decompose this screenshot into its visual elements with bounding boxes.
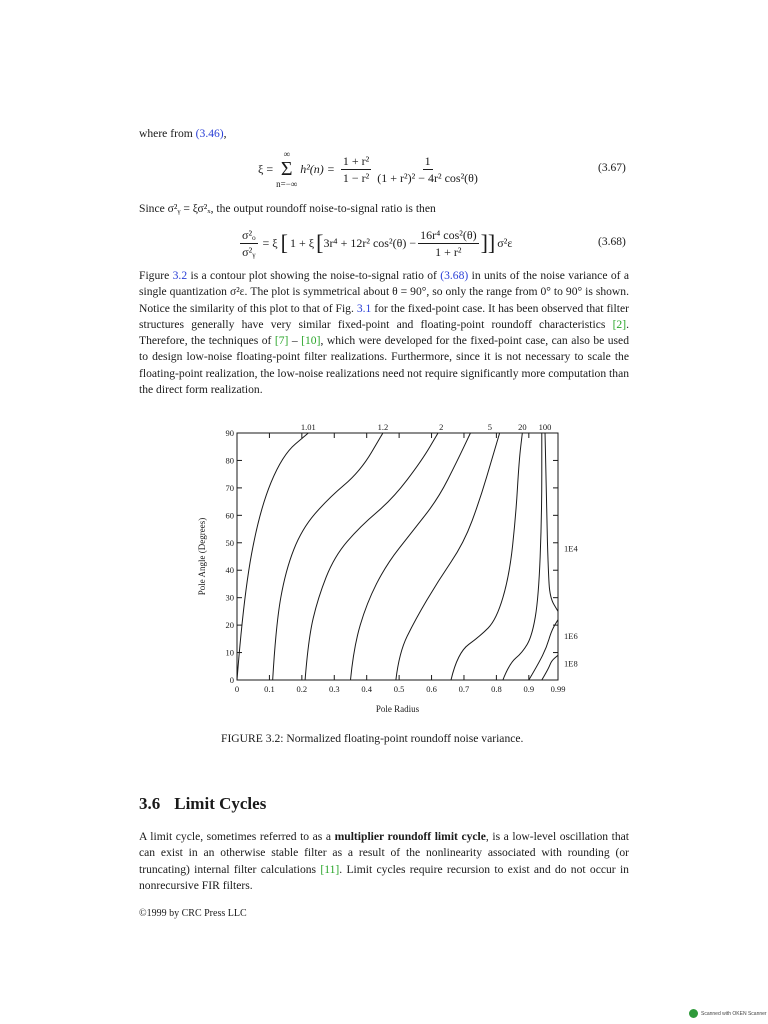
contour-line (451, 433, 522, 680)
citation-link[interactable]: [7] (274, 334, 289, 348)
equation-3-67: ξ = ∞ Σ n=−∞ h²(n) = $\frac{\text{1 + r²}}{\text{1 − r²}}$ $\frac{1}{\text{(1 + r²)² − 4r² cos²(θ)}}$ (258, 149, 478, 189)
plot-frame (237, 433, 558, 680)
x-tick-label: 0.8 (491, 684, 502, 694)
contour-line (542, 655, 558, 680)
figure-caption: FIGURE 3.2: Normalized floating-point roundoff noise variance. (221, 732, 524, 745)
eq-ref-link[interactable]: (3.68) (440, 269, 469, 282)
contour-line (237, 433, 308, 680)
y-tick-label: 10 (225, 647, 234, 658)
eq-ref-link[interactable]: (3.46) (195, 127, 224, 140)
contour-line (503, 433, 542, 680)
x-tick-label: 0.99 (550, 684, 566, 694)
fraction: $\frac{\text{16r⁴ cos²(θ)}}{\text{1 + r²}}$ (420, 227, 477, 259)
citation-link[interactable]: [10] (301, 334, 321, 348)
body-paragraph: Figure 3.2 is a contour plot showing the noise-to-signal ratio of (3.68) in units of the noise variance of a single quantization σ²ε. The plot is symmetrical about θ = 90°, so only the range from 0° to 90° is shown. Notice the similarity of this plot to that of Fig. 3.1 for the fixed-point case. It has been observed that filter structures generally have very similar fixed-point and floating-point roundoff characteristics [2]. Therefore, the techniques of [7] – [10], which were developed for the fixed-point case, can also be used to design low-noise floating-point filter realizations. Furthermore, since it is not necessary to scale the floating-point realization, the low-noise realizations need not require significantly more computation than the direct form realization. (139, 269, 630, 397)
y-tick-label: 20 (225, 620, 234, 631)
figure-ref-link[interactable]: 3.1 (356, 301, 372, 315)
contour-label: 5 (487, 422, 493, 432)
since-line: Since σ²ᵧ = ξσ²ₓ, the output roundoff noise-to-signal ratio is then (139, 202, 436, 215)
x-tick-label: 0.1 (264, 684, 275, 694)
contour-line (273, 433, 383, 680)
x-tick-label: 0 (234, 684, 240, 694)
x-tick-label: 0.7 (458, 684, 470, 694)
contour-label: 1.01 (300, 422, 316, 432)
fraction: $\frac{\text{σ²ₒ}}{\text{σ²ᵧ}}$ (242, 227, 256, 259)
y-tick-label: 80 (225, 455, 234, 466)
citation-link[interactable]: [2] (612, 317, 627, 331)
equation-number: (3.67) (598, 162, 626, 174)
contour-label: 2 (439, 422, 444, 432)
contour-label: 1E8 (564, 658, 578, 669)
contour-line (545, 433, 558, 611)
intro-line: where from (3.46), (139, 127, 227, 140)
contour-plot (190, 418, 600, 718)
y-tick-label: 60 (225, 510, 234, 521)
y-tick-label: 40 (225, 565, 234, 576)
copyright-footer: ©1999 by CRC Press LLC (139, 908, 247, 919)
contour-label: 1E6 (564, 631, 578, 642)
contour-label: 100 (538, 422, 552, 432)
fraction: $\frac{1}{\text{(1 + r²)² − 4r² cos²(θ)}}$ (377, 153, 478, 185)
y-tick-label: 0 (229, 675, 234, 685)
citation-link[interactable]: [11] (320, 862, 340, 876)
contour-label: 20 (518, 422, 527, 432)
contour-label: 1.2 (377, 422, 389, 432)
scanner-badge: Scanned with OKEN Scanner (689, 1009, 767, 1018)
x-tick-label: 0.4 (361, 684, 373, 694)
scanner-logo-icon (689, 1009, 698, 1018)
y-tick-label: 90 (225, 428, 234, 438)
summation-operator: ∞ Σ n=−∞ (276, 149, 298, 189)
y-tick-label: 30 (225, 592, 234, 603)
y-axis-label: Pole Angle (Degrees) (197, 517, 207, 596)
section-heading: 3.6 Limit Cycles (139, 794, 267, 813)
y-tick-label: 70 (225, 482, 234, 493)
equation-3-68: $\frac{\text{σ²ₒ}}{\text{σ²ᵧ}}$ = ξ [ 1 + ξ [ 3r⁴ + 12r² cos²(θ) − $\frac{\text{16r⁴ cos²(θ)}}{\text{1 + r²}}$ ]] σ²ε (242, 227, 513, 259)
x-tick-label: 0.5 (393, 684, 405, 694)
y-tick-label: 50 (225, 537, 234, 548)
contour-line (396, 433, 500, 680)
figure-ref-link[interactable]: 3.2 (172, 269, 188, 282)
body-paragraph: A limit cycle, sometimes referred to as a multiplier roundoff limit cycle, is a low-level oscillation that can exist in an otherwise stable filter as a result of the nonlinearity associated with rounding (or truncating) internal filter calculations [11]. Limit cycles require recursion to exist and do not occur in nonrecursive FIR filters. (139, 830, 629, 892)
contour-label: 1E4 (564, 543, 578, 554)
x-axis-label: Pole Radius (375, 704, 420, 714)
x-tick-label: 0.3 (328, 684, 340, 694)
contour-line (350, 433, 470, 680)
fraction: $\frac{\text{1 + r²}}{\text{1 − r²}}$ (342, 153, 370, 185)
contour-line (305, 433, 438, 680)
x-tick-label: 0.2 (296, 684, 308, 694)
x-tick-label: 0.6 (426, 684, 437, 694)
equation-number: (3.68) (598, 236, 626, 248)
x-tick-label: 0.9 (523, 684, 535, 694)
